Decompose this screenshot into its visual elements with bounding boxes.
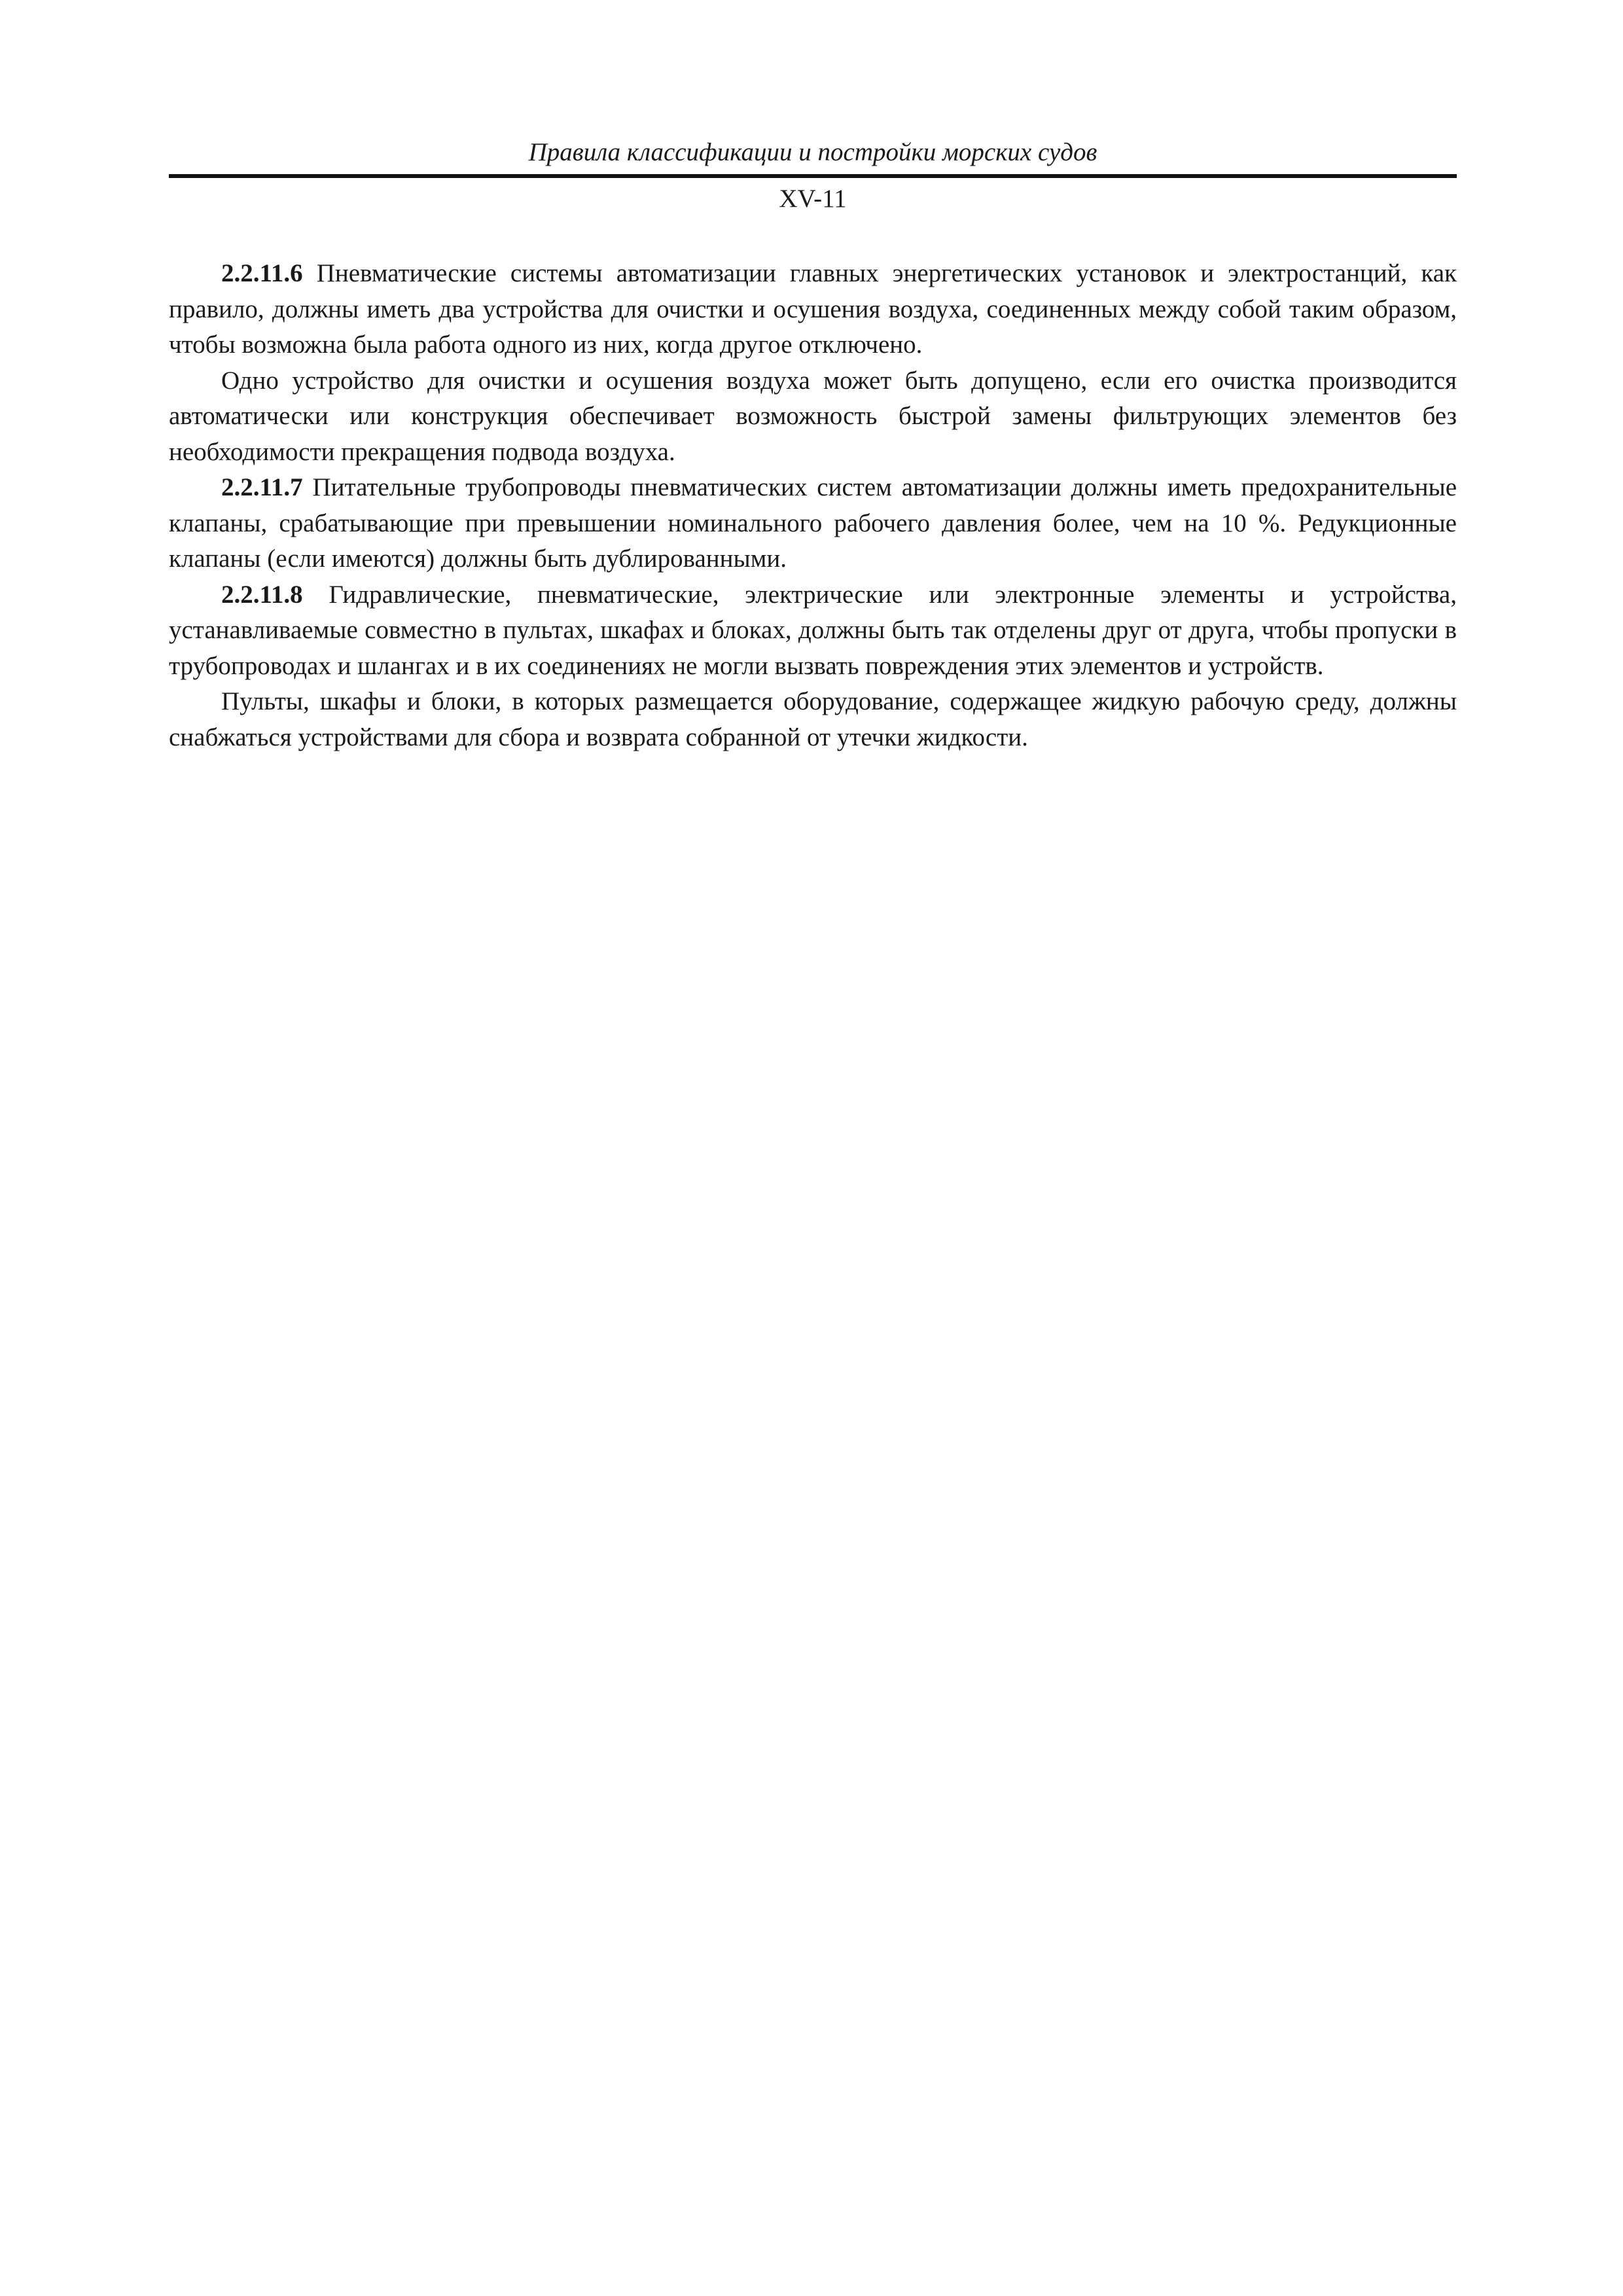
paragraph-number: 2.2.11.8 (221, 580, 303, 609)
paragraph-2-2-11-8-continued (169, 684, 1457, 755)
paragraph-text: Пульты, шкафы и блоки, в которых размещается оборудование, содержащее жидкую рабочую среду, должны снабжаться устройствами для сбора и возврата собранной от утечки жидкости. (169, 687, 1457, 751)
running-title: Правила классификации и постройки морских судов (528, 138, 1097, 166)
page-number: XV-11 (779, 185, 847, 213)
paragraph-2-2-11-8 (169, 577, 1457, 685)
paragraph-text: Гидравлические, пневматические, электрические или электронные элементы и устройства, устанавливаемые совместно в пультах, шкафах и блоках, должны быть так отделены друг от друга, чтобы пропуски в трубопроводах и шлангах и в их соединениях не могли вызвать повреждения этих элементов и устройств. (169, 580, 1457, 680)
paragraph-text: Одно устройство для очистки и осушения воздуха может быть допущено, если его очистка производится автоматически или конструкция обеспечивает возможность быстрой замены фильтрующих элементов без необходимости прекращения подвода воздуха. (169, 366, 1457, 466)
document-body (169, 256, 1457, 755)
paragraph-text: Пневматические системы автоматизации главных энергетических установок и электростанций, как правило, должны иметь два устройства для очистки и осушения воздуха, соединенных между собой таким образом, чтобы возможна была работа одного из них, когда другое отключено. (169, 259, 1457, 359)
page-header (169, 131, 1457, 220)
paragraph-text: Питательные трубопроводы пневматических систем автоматизации должны иметь предохранительные клапаны, срабатывающие при превышении номинального рабочего давления более, чем на 10 %. Редукционные клапаны (если имеются) должны быть дублированными. (169, 473, 1457, 573)
paragraph-number: 2.2.11.7 (221, 473, 303, 501)
paragraph-2-2-11-6-continued (169, 363, 1457, 471)
paragraph-number: 2.2.11.6 (221, 259, 303, 287)
paragraph-2-2-11-7 (169, 470, 1457, 577)
paragraph-2-2-11-6 (169, 256, 1457, 363)
